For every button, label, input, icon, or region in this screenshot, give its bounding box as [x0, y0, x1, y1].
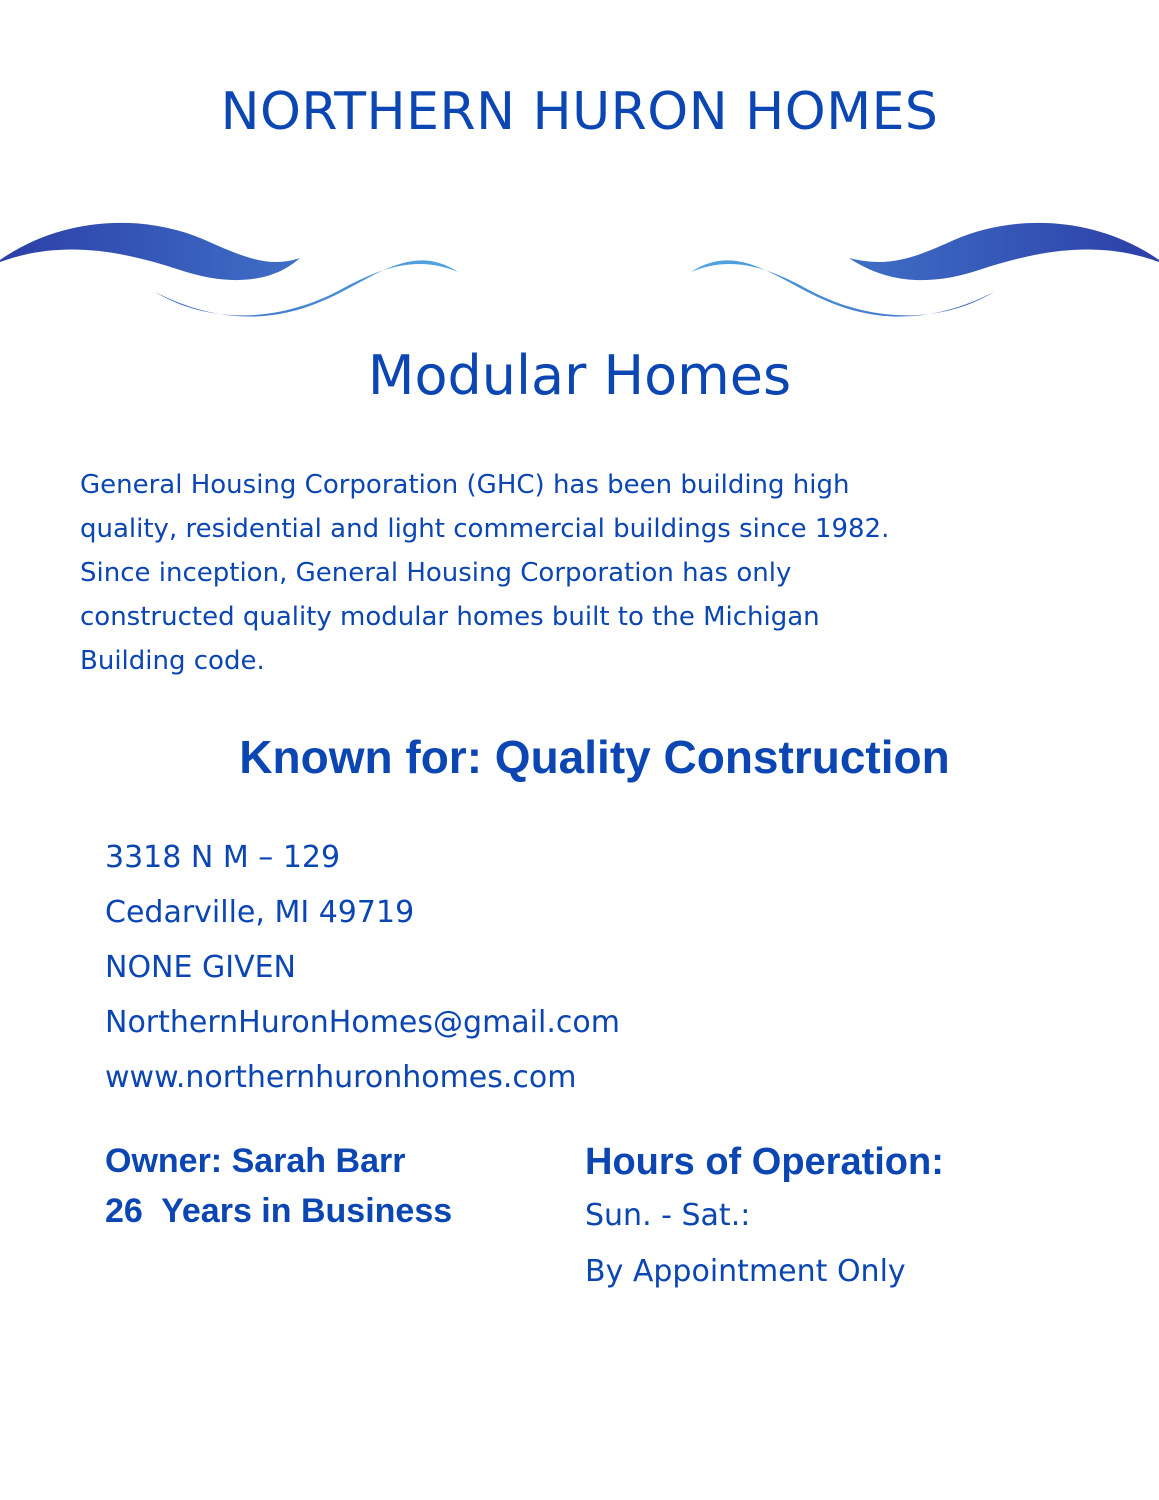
- description-line: General Housing Corporation (GHC) has been building high: [80, 470, 850, 500]
- years-in-business: 26 Years in Business: [105, 1192, 453, 1230]
- known-for-heading: Known for: Quality Construction: [239, 731, 950, 783]
- email-link[interactable]: NorthernHuronHomes@gmail.com: [105, 1005, 620, 1040]
- hours-times: By Appointment Only: [585, 1254, 906, 1289]
- hours-days: Sun. - Sat.:: [585, 1198, 751, 1233]
- phone-number: NONE GIVEN: [105, 950, 297, 985]
- description-line: constructed quality modular homes built to the Michigan: [80, 602, 820, 632]
- hours-heading: Hours of Operation:: [585, 1141, 944, 1183]
- owner-name: Owner: Sarah Barr: [105, 1142, 406, 1180]
- owner-info: [105, 1136, 545, 1236]
- address-line-2: Cedarville, MI 49719: [105, 895, 415, 930]
- description-line: quality, residential and light commercial buildings since 1982.: [80, 514, 890, 544]
- wave-ornament-icon: [0, 200, 1159, 340]
- hours-of-operation: [585, 1136, 1125, 1300]
- company-description: [80, 463, 1040, 683]
- website-link[interactable]: www.northernhuronhomes.com: [105, 1060, 577, 1095]
- page-title: NORTHERN HURON HOMES: [220, 82, 939, 142]
- description-line: Since inception, General Housing Corporation has only: [80, 558, 792, 588]
- contact-info: [105, 836, 805, 1111]
- wave-left-upper: [0, 223, 300, 280]
- address-line-1: 3318 N M – 129: [105, 840, 341, 875]
- section-subtitle: Modular Homes: [367, 344, 792, 407]
- wave-right-upper: [849, 223, 1159, 280]
- description-line: Building code.: [80, 646, 265, 676]
